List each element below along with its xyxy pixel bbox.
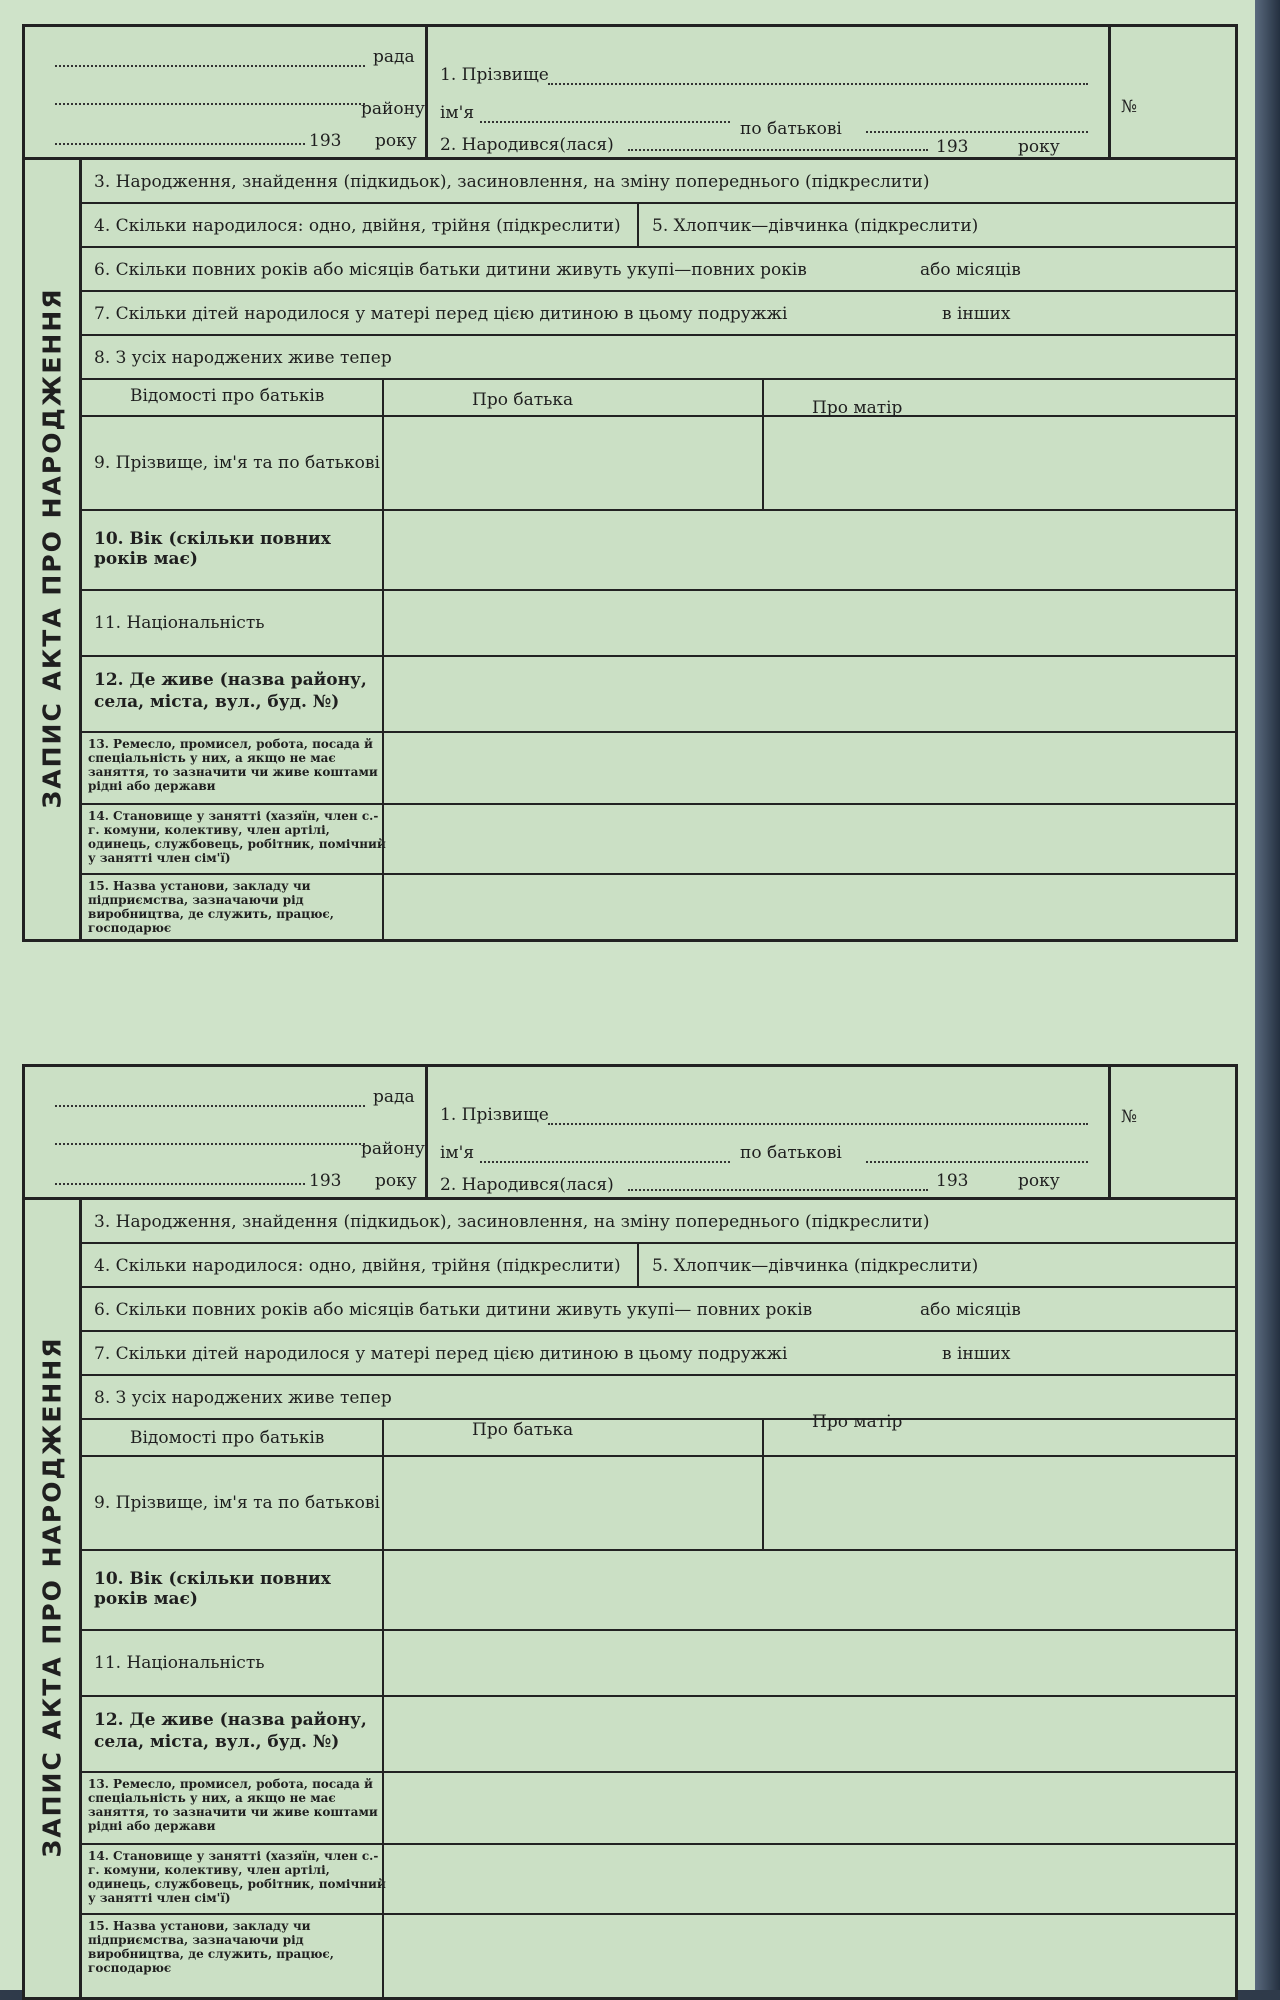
field-9: 9. Прізвище, ім'я та по батькові [82,417,1235,511]
birth-record-2 [22,1064,1238,2000]
section-title: ЗАПИС АКТА ПРО НАРОДЖЕННЯ [37,287,67,809]
born-label: 2. Народився(лася) [440,1175,614,1195]
born-label: 2. Народився(лася) [440,135,614,155]
field-7: 7. Скільки дітей народилося у матері перед цією дитиною в цьому подружжі в інших [82,292,1235,336]
field-10: 10. Вік (скільки повних років має) [82,1551,1235,1631]
number-label: № [1121,97,1138,117]
field-9: 9. Прізвище, ім'я та по батькові [82,1457,1235,1551]
parents-header-row: Відомості про батьків Про батька Про матір [82,380,1235,417]
field-8: 8. З усіх народжених живе тепер [82,336,1235,380]
born-year-label: 193 [936,137,969,157]
patronymic-label: по батькові [740,1143,842,1163]
field-11: 11. Національність [82,1631,1235,1697]
record-header [25,27,1235,160]
surname-label: 1. Прізвище [440,65,549,85]
field-13: 13. Ремесло, промисел, робота, посада й спеціальність у них, а якщо не має заняття, то зазначити чи живе коштами рідні або держави [82,1773,1235,1845]
field-7: 7. Скільки дітей народилося у матері перед цією дитиною в цьому подружжі в інших [82,1332,1235,1376]
section-title-vertical [25,1197,82,1997]
year-label: 193 [309,131,342,151]
field-12: 12. Де живе (назва району, села, міста, вул., буд. №) [82,657,1235,733]
field-10: 10. Вік (скільки повних років має) [82,511,1235,591]
field-11: 11. Національність [82,591,1235,657]
roku-label: року [375,131,417,151]
patronymic-label: по батькові [740,119,842,139]
record-header [25,1067,1235,1200]
field-8: 8. З усіх народжених живе тепер [82,1376,1235,1420]
field-15: 15. Назва установи, закладу чи підприємства, зазначаючи рід виробництва, де служить, працює, господарює [88,879,334,935]
born-year-label: 193 [936,1171,969,1191]
field-6: 6. Скільки повних років або місяців батьки дитини живуть укупі—повних років або місяців [82,248,1235,292]
registry-office-block [25,27,428,157]
section-title-vertical [25,157,82,939]
parents-header-row: Відомості про батьків Про батька Про матір [82,1420,1235,1457]
field-6: 6. Скільки повних років або місяців батьки дитини живуть укупі— повних років або місяців [82,1288,1235,1332]
surname-label: 1. Прізвище [440,1105,549,1125]
record-number-block [1111,1067,1231,1197]
field-3: 3. Народження, знайдення (підкидьок), засиновлення, на зміну попереднього (підкреслити) [82,160,1235,204]
birth-record-1 [22,24,1238,942]
section-title: ЗАПИС АКТА ПРО НАРОДЖЕННЯ [37,1336,67,1858]
name-label: ім'я [440,1143,475,1163]
rada-label: рада [373,1087,415,1107]
raion-label: району [361,99,425,119]
field-14: 14. Становище у занятті (хазяїн, член с.-г. комуни, колективу, член артілі, одинець, службовець, робітник, помічний у занятті член сім'ї) [82,805,1235,875]
field-14: 14. Становище у занятті (хазяїн, член с.-г. комуни, колективу, член артілі, одинець, службовець, робітник, помічний у занятті член сім'ї) [82,1845,1235,1915]
born-roku-label: року [1018,1171,1060,1191]
year-label: 193 [309,1171,342,1191]
field-4-5: 4. Скільки народилося: одно, двійня, трійня (підкреслити) 5. Хлопчик—дівчинка (підкреслити) [82,1244,1235,1288]
rada-label: рада [373,47,415,67]
field-15: 15. Назва установи, закладу чи підприємства, зазначаючи рід виробництва, де служить, працює, господарює [88,1919,334,1975]
record-number-block [1111,27,1231,157]
number-label: № [1121,1107,1138,1127]
child-block [428,1067,1111,1197]
name-label: ім'я [440,103,475,123]
field-3: 3. Народження, знайдення (підкидьок), засиновлення, на зміну попереднього (підкреслити) [82,1200,1235,1244]
field-12: 12. Де живе (назва району, села, міста, вул., буд. №) [82,1697,1235,1773]
book-edge [1255,0,1280,1990]
child-block [428,27,1111,157]
registry-office-block [25,1067,428,1197]
born-roku-label: року [1018,137,1060,157]
raion-label: району [361,1139,425,1159]
field-13: 13. Ремесло, промисел, робота, посада й спеціальність у них, а якщо не має заняття, то зазначити чи живе коштами рідні або держави [82,733,1235,805]
roku-label: року [375,1171,417,1191]
field-4-5: 4. Скільки народилося: одно, двійня, трійня (підкреслити) 5. Хлопчик—дівчинка (підкреслити) [82,204,1235,248]
